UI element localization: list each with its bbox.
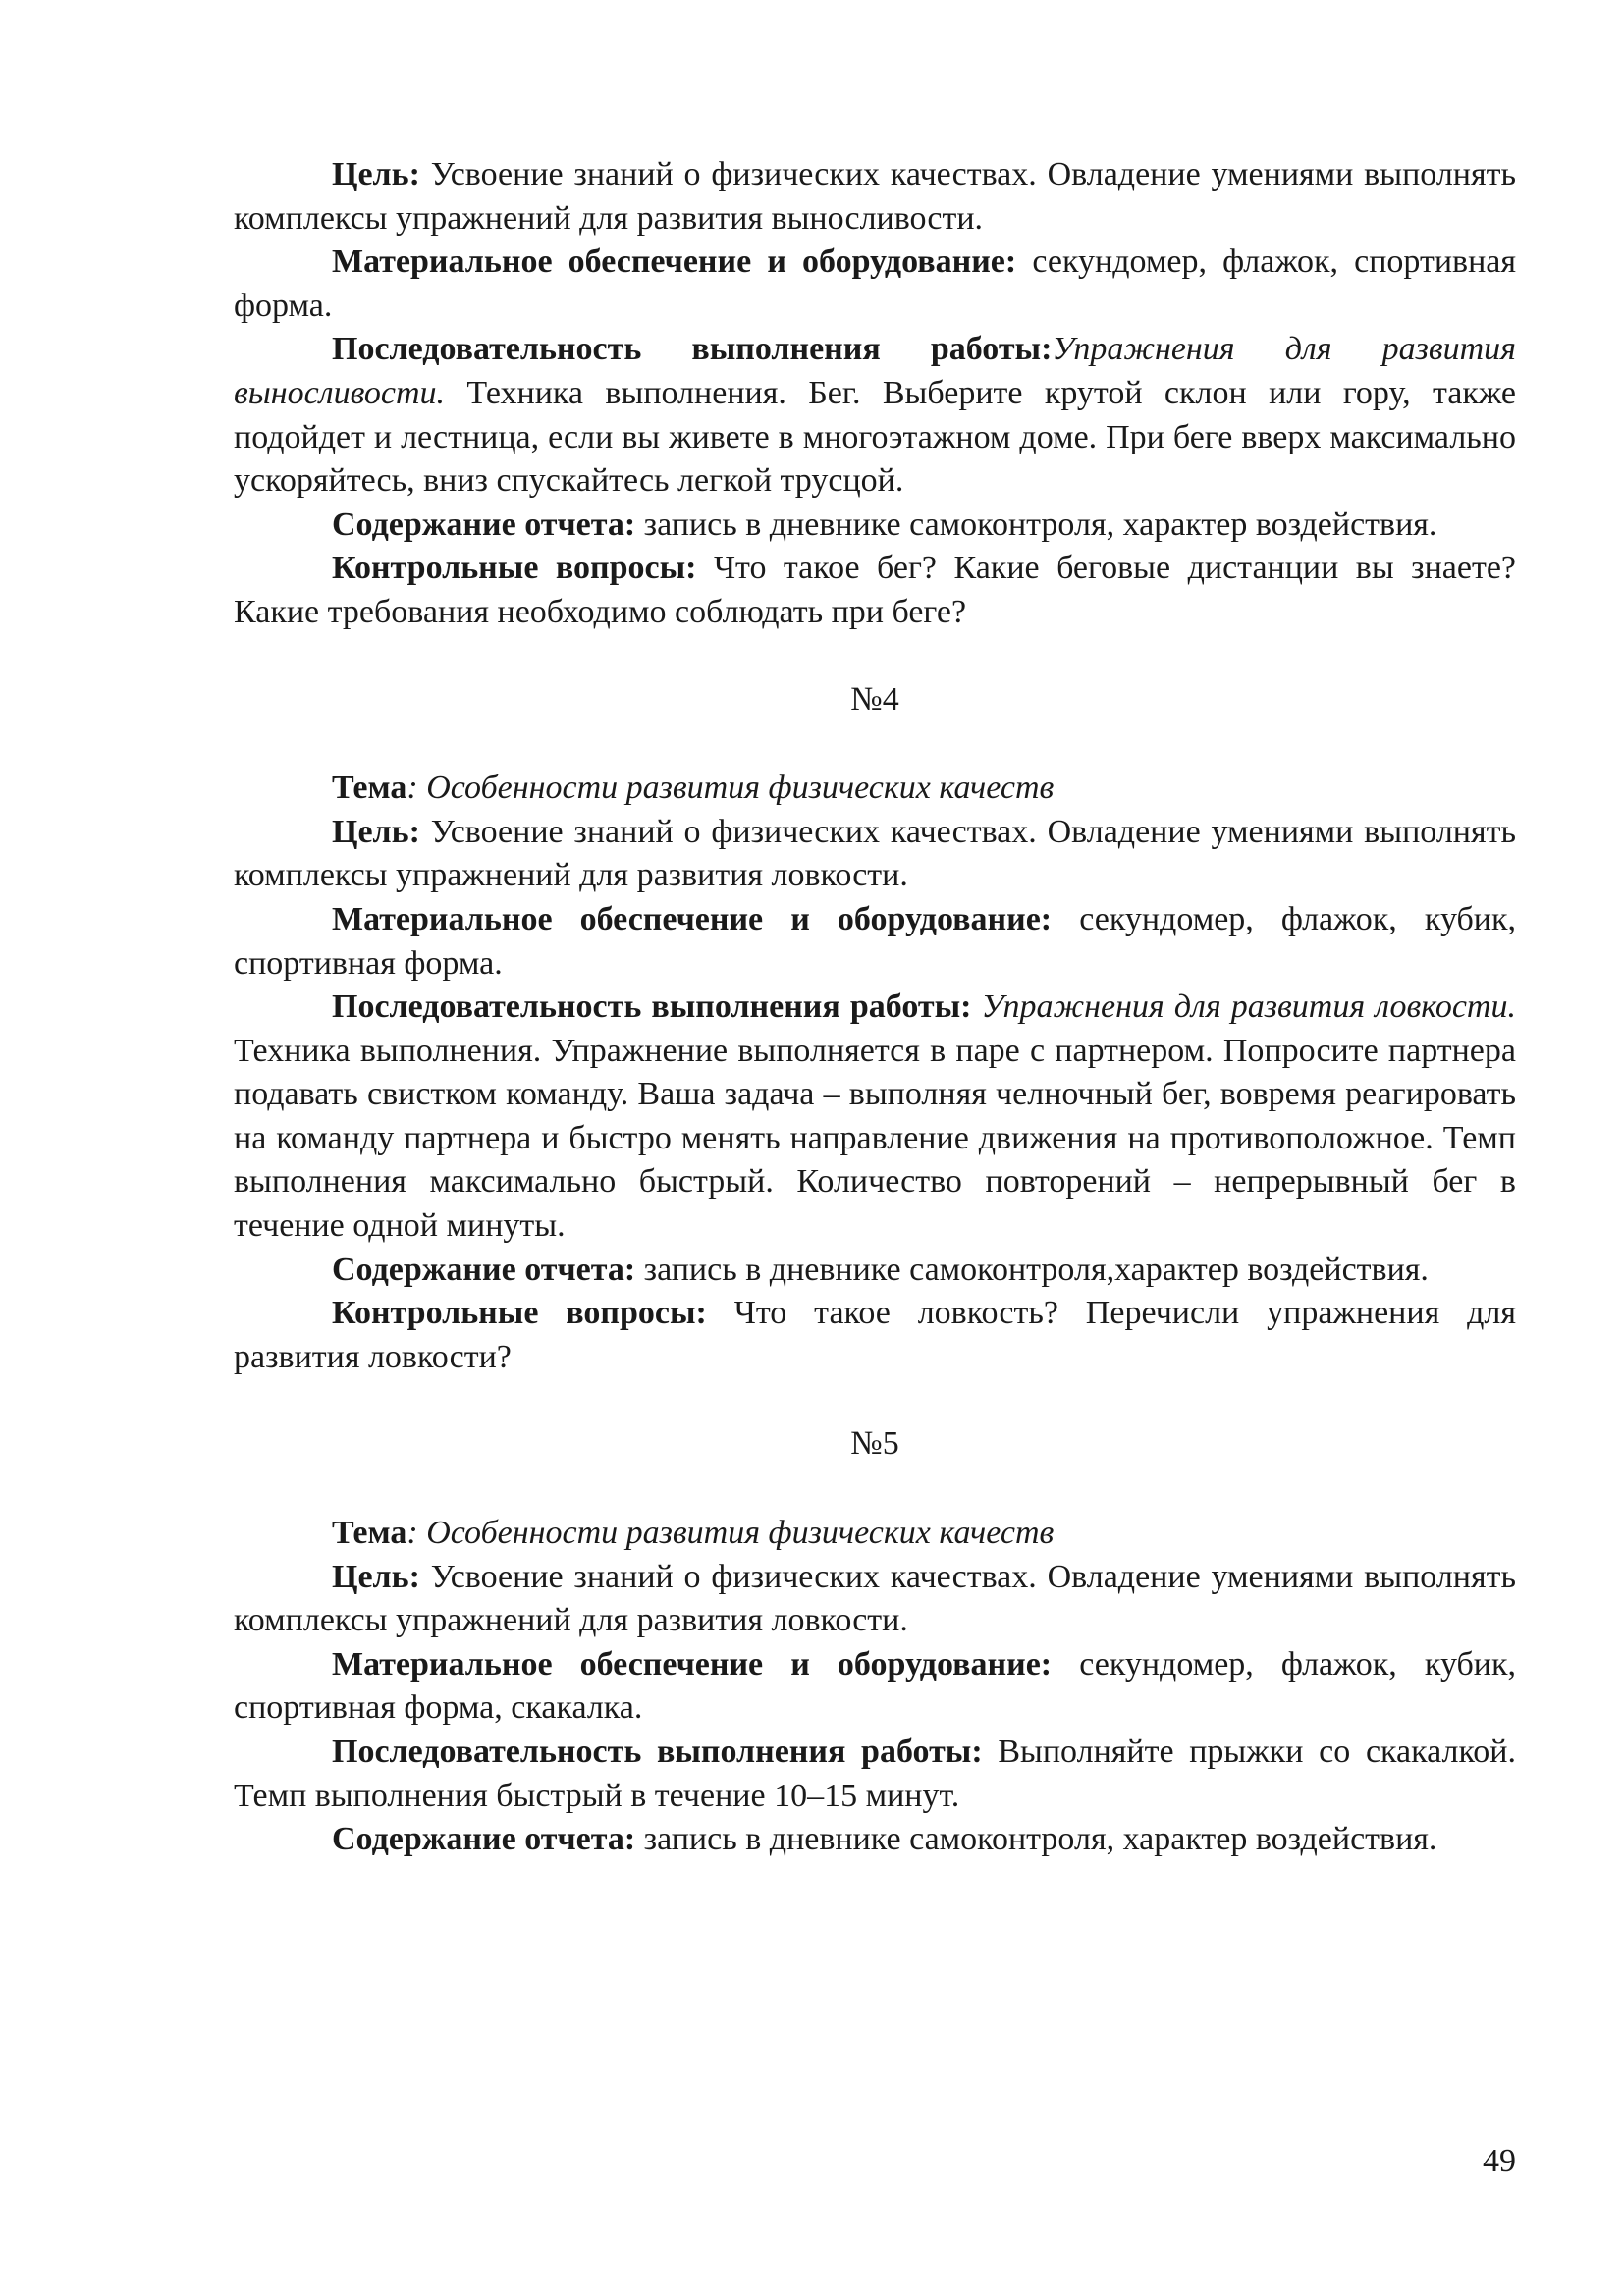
- sequence-paragraph: [234, 986, 1516, 1249]
- questions-label: Контрольные вопросы:: [332, 1295, 707, 1332]
- sequence-text: Техника выполнения. Упражнение выполняется в паре с партнером. Попросите партнера подавать свистком команду. Ваша задача – выполняя челночный бег, вовремя реагировать на команду партнера и быстро менять направление движения на противоположное. Темп выполнения максимально быстрый. Количество повторений – непрерывный бег в течение одной минуты.: [234, 1032, 1516, 1245]
- materials-text: секундомер, флажок, кубик, спортивная форма.: [234, 900, 1517, 982]
- materials-text: секундомер, флажок, спортивная форма.: [234, 243, 1516, 324]
- materials-label: Материальное обеспечение и оборудование:: [332, 243, 1017, 281]
- goal-label: Цель:: [332, 156, 420, 192]
- sequence-label: Последовательность выполнения работы:: [332, 1734, 983, 1770]
- materials-label: Материальное обеспечение и оборудование:: [332, 900, 1053, 937]
- topic-text: : Особенности развития физических качеств: [406, 1515, 1055, 1552]
- sequence-italic: Упражнения для развития выносливости.: [234, 331, 1516, 411]
- goal-label: Цель:: [332, 813, 420, 850]
- report-text: запись в дневнике самоконтроля, характер воздействия.: [635, 506, 1437, 543]
- questions-paragraph: [234, 547, 1516, 634]
- section-number: №5: [850, 1425, 899, 1463]
- sequence-label: Последовательность выполнения работы:: [332, 988, 972, 1026]
- report-paragraph: [234, 1818, 1516, 1862]
- report-text: запись в дневнике самоконтроля, характер воздействия.: [635, 1821, 1437, 1858]
- topic-paragraph: [234, 1512, 1516, 1556]
- materials-paragraph: [234, 898, 1516, 986]
- report-text: запись в дневнике самоконтроля,характер воздействия.: [635, 1251, 1429, 1288]
- materials-label: Материальное обеспечение и оборудование:: [332, 1645, 1053, 1682]
- topic-text: : Особенности развития физических качеств: [406, 770, 1055, 807]
- page-number: 49: [1483, 2143, 1516, 2179]
- materials-paragraph: [234, 240, 1516, 328]
- goal-paragraph: [234, 811, 1516, 898]
- goal-text: Усвоение знаний о физических качествах. Овладение умениями выполнять комплексы упражнений для развития ловкости.: [234, 1558, 1516, 1639]
- questions-label: Контрольные вопросы:: [332, 550, 697, 587]
- report-label: Содержание отчета:: [332, 506, 636, 543]
- questions-text: Что такое бег? Какие беговые дистанции вы знаете? Какие требования необходимо соблюдать при беге?: [234, 550, 1516, 630]
- goal-text: Усвоение знаний о физических качествах. Овладение умениями выполнять комплексы упражнений для развития ловкости.: [234, 813, 1516, 894]
- sequence-paragraph: [234, 1731, 1516, 1818]
- sequence-text: Техника выполнения. Бег. Выберите крутой склон или гору, также подойдет и лестница, если вы живете в многоэтажном доме. При беге вверх максимально ускоряйтесь, вниз спускайтесь легкой трусцой.: [234, 374, 1516, 500]
- document-page: [234, 153, 1516, 1862]
- materials-paragraph: [234, 1643, 1516, 1731]
- report-paragraph: [234, 504, 1516, 548]
- topic-paragraph: [234, 767, 1516, 811]
- questions-text: Что такое ловкость? Перечисли упражнения для развития ловкости?: [234, 1295, 1517, 1375]
- goal-label: Цель:: [332, 1558, 420, 1595]
- materials-text: секундомер, флажок, кубик, спортивная форма, скакалка.: [234, 1645, 1517, 1727]
- section-number: №4: [850, 680, 899, 718]
- goal-text: Усвоение знаний о физических качествах. Овладение умениями выполнять комплексы упражнений для развития выносливости.: [234, 156, 1516, 237]
- report-paragraph: [234, 1249, 1516, 1293]
- report-label: Содержание отчета:: [332, 1821, 636, 1858]
- goal-paragraph: [234, 1556, 1516, 1643]
- sequence-paragraph: [234, 328, 1516, 503]
- topic-label: Тема: [332, 1515, 407, 1552]
- goal-paragraph: [234, 153, 1516, 240]
- sequence-italic: Упражнения для развития ловкости.: [971, 988, 1516, 1026]
- report-label: Содержание отчета:: [332, 1251, 636, 1288]
- sequence-label: Последовательность выполнения работы:: [332, 331, 1053, 368]
- questions-paragraph: [234, 1292, 1516, 1379]
- topic-label: Тема: [332, 770, 407, 807]
- sequence-text: Выполняйте прыжки со скакалкой. Темп выполнения быстрый в течение 10–15 минут.: [234, 1734, 1516, 1814]
